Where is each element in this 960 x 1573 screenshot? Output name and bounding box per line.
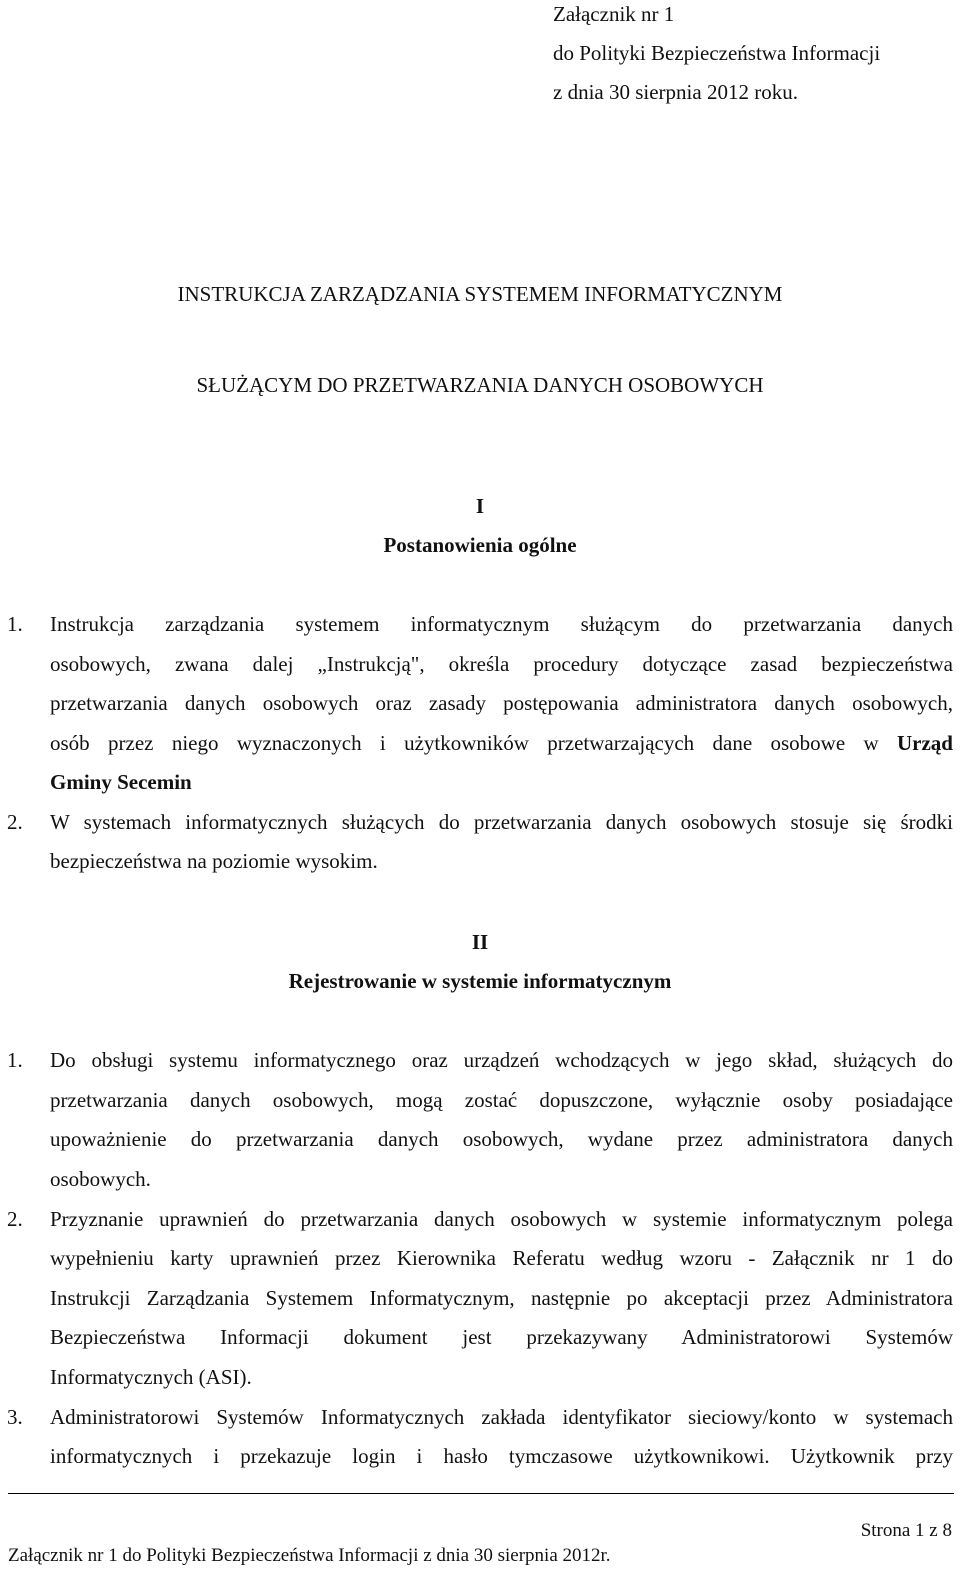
paragraph-line: osobowych, zwana dalej „Instrukcją", określa procedury dotyczące zasad bezpieczeństwa (50, 652, 953, 676)
paragraph-line: Do obsługi systemu informatycznego oraz urządzeń wchodzących w jego skład, służących do (50, 1048, 953, 1072)
attachment-label: Załącznik nr 1 (553, 2, 675, 26)
paragraph-line: przetwarzania danych osobowych oraz zasady postępowania administratora danych osobowych, (50, 691, 953, 715)
paragraph-text: osób przez niego wyznaczonych i użytkowników przetwarzających dane osobowe w (50, 731, 879, 755)
page-number: Strona 1 z 8 (860, 1520, 952, 1541)
item-number: 2. (7, 1207, 23, 1231)
paragraph-line: bezpieczeństwa na poziomie wysokim. (50, 849, 378, 873)
paragraph-line: Przyznanie uprawnień do przetwarzania danych osobowych w systemie informatycznym polega (50, 1207, 953, 1231)
document-title-line1: INSTRUKCJA ZARZĄDZANIA SYSTEMEM INFORMATYCZNYM (177, 282, 783, 306)
bold-office-line: Gminy Secemin (50, 770, 192, 794)
paragraph-line: wypełnieniu karty uprawnień przez Kierownika Referatu według wzoru - Załącznik nr 1 do (50, 1246, 953, 1270)
section-2-number: II (471, 930, 489, 954)
section-1-heading: Postanowienia ogólne (383, 533, 577, 557)
footer-text: Załącznik nr 1 do Polityki Bezpieczeństwa Informacji z dnia 30 sierpnia 2012r. (8, 1545, 611, 1566)
section-2-heading: Rejestrowanie w systemie informatycznym (288, 969, 672, 993)
bold-office-name-cont (50, 770, 953, 794)
paragraph-line-with-bold (50, 731, 953, 755)
document-title-line2: SŁUŻĄCYM DO PRZETWARZANIA DANYCH OSOBOWYCH (196, 373, 764, 397)
footer-divider (8, 1493, 954, 1494)
item-number: 1. (7, 612, 23, 636)
paragraph-line: Instrukcja zarządzania systemem informatycznym służącym do przetwarzania danych (50, 612, 953, 636)
paragraph-line: osobowych. (50, 1167, 151, 1191)
paragraph-line: upoważnienie do przetwarzania danych osobowych, wydane przez administratora danych (50, 1127, 953, 1151)
section-1-number: I (475, 494, 485, 518)
paragraph-line: Informatycznych (ASI). (50, 1365, 252, 1389)
attachment-policy: do Polityki Bezpieczeństwa Informacji (553, 41, 881, 65)
item-number: 2. (7, 810, 23, 834)
attachment-date: z dnia 30 sierpnia 2012 roku. (553, 80, 798, 104)
paragraph-line: przetwarzania danych osobowych, mogą zostać dopuszczone, wyłącznie osoby posiadające (50, 1088, 953, 1112)
paragraph-line: Bezpieczeństwa Informacji dokument jest przekazywany Administratorowi Systemów (50, 1325, 953, 1349)
item-number: 1. (7, 1048, 23, 1072)
paragraph-line: Instrukcji Zarządzania Systemem Informatycznym, następnie po akceptacji przez Administratora (50, 1286, 953, 1310)
item-number: 3. (7, 1405, 23, 1429)
paragraph-line: W systemach informatycznych służących do przetwarzania danych osobowych stosuje się środki (50, 810, 953, 834)
paragraph-line: informatycznych i przekazuje login i hasło tymczasowe użytkownikowi. Użytkownik przy (50, 1444, 953, 1468)
bold-office-name: Urząd (897, 731, 953, 755)
paragraph-line: Administratorowi Systemów Informatycznych zakłada identyfikator sieciowy/konto w systemach (50, 1405, 953, 1429)
